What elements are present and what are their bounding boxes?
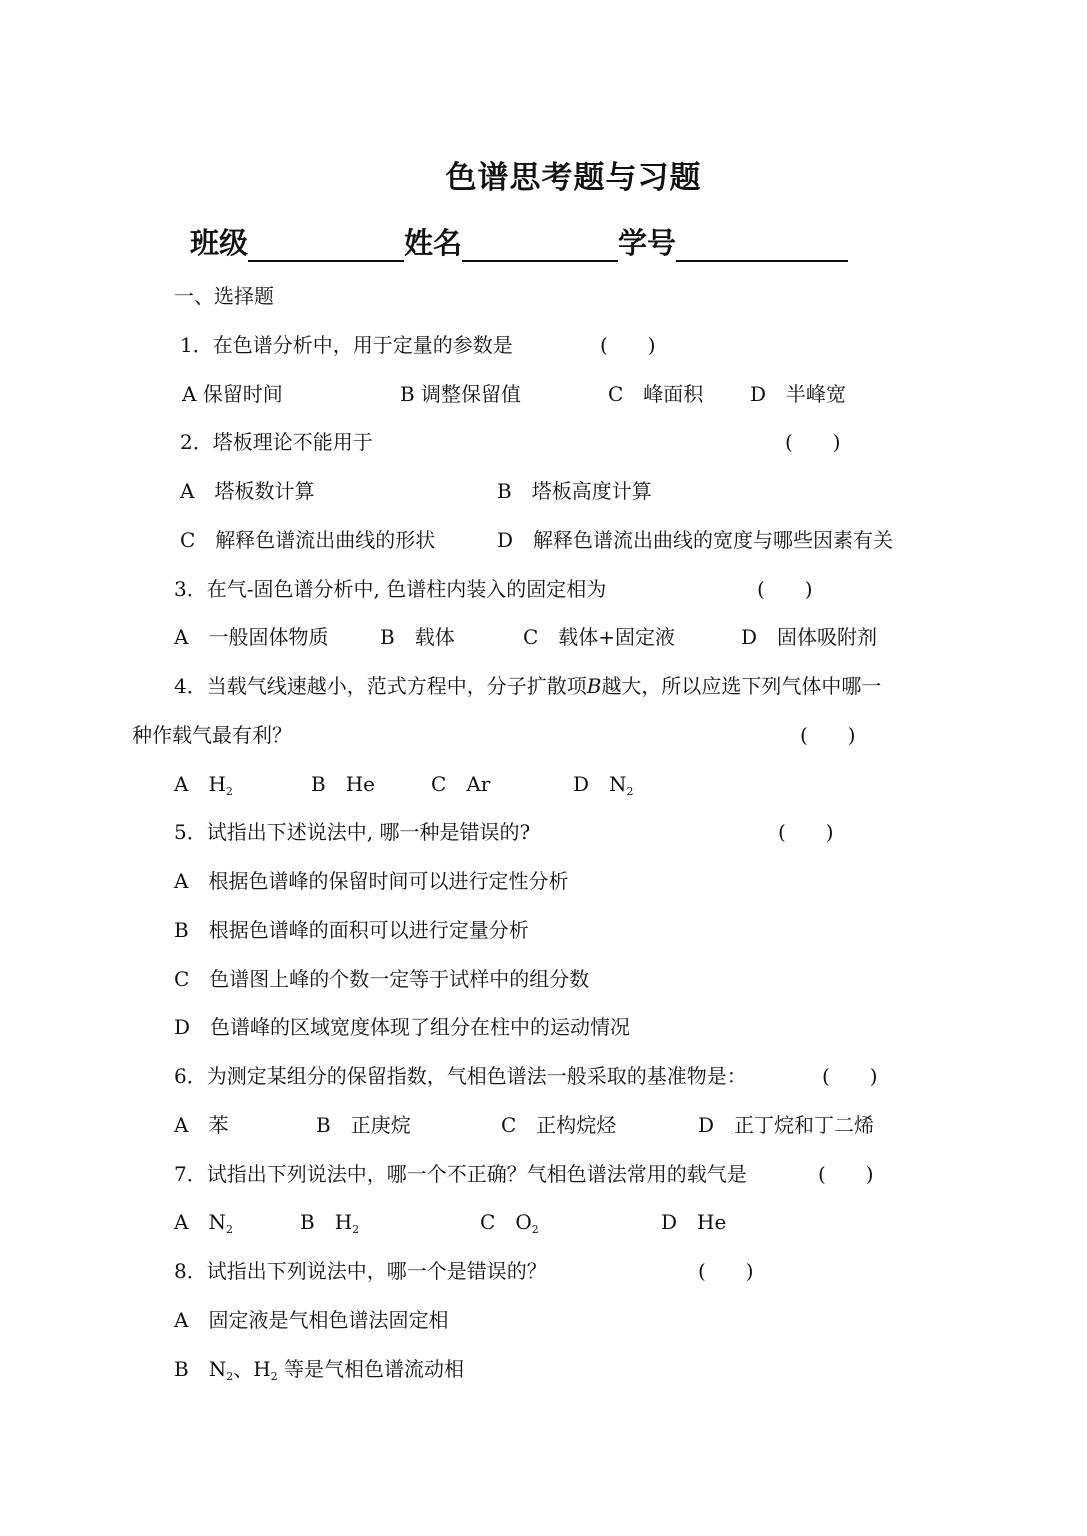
question-7-answer-paren: ( ) [818, 1162, 874, 1186]
q5-option-b: B 根据色谱峰的面积可以进行定量分析 [174, 918, 529, 942]
q5-option-a: A 根据色谱峰的保留时间可以进行定性分析 [174, 869, 569, 893]
student-info-line [190, 218, 848, 262]
q2-option-b: B 塔板高度计算 [497, 479, 652, 503]
q6-option-c: C 正构烷烃 [501, 1113, 617, 1137]
question-5-answer-paren: ( ) [778, 820, 834, 844]
q3-option-b: B 载体 [380, 625, 455, 649]
q2-option-c: C 解释色谱流出曲线的形状 [180, 528, 436, 552]
q8-option-a: A 固定液是气相色谱法固定相 [174, 1308, 449, 1332]
question-5-stem: 5．试指出下述说法中, 哪一种是错误的? [174, 820, 531, 844]
question-3-answer-paren: ( ) [757, 577, 813, 601]
question-2-stem: 2．塔板理论不能用于 [180, 430, 373, 454]
q7-option-c: C $O_2$ [480, 1210, 539, 1236]
q6-option-a: A 苯 [174, 1113, 229, 1137]
class-blank [248, 228, 404, 262]
question-1-stem: 1．在色谱分析中，用于定量的参数是 [180, 333, 513, 357]
q1-option-a: A 保留时间 [182, 382, 283, 406]
q1-option-c: C 峰面积 [608, 382, 704, 406]
question-6-answer-paren: ( ) [822, 1064, 878, 1088]
q4-option-c: C Ar [431, 772, 491, 796]
q8-option-b: B $N_2$、$H_2$ 等是气相色谱流动相 [174, 1357, 465, 1383]
q3-option-d: D 固体吸附剂 [741, 625, 878, 649]
section-heading: 一、选择题 [174, 284, 274, 308]
question-4-stem-continuation: 种作载气最有利？ [132, 723, 292, 747]
q4-option-d: D $N_2$ [573, 772, 634, 798]
question-4-stem: 4．当载气线速越小，范式方程中，分子扩散项B越大，所以应选下列气体中哪一 [174, 674, 882, 698]
q3-option-a: A 一般固体物质 [174, 625, 329, 649]
name-blank [462, 228, 618, 262]
question-3-stem: 3．在气-固色谱分析中, 色谱柱内装入的固定相为 [174, 577, 607, 601]
q7-option-b: B $H_2$ [300, 1210, 360, 1236]
question-1-answer-paren: ( ) [600, 333, 656, 357]
diffusion-term-b: B [586, 674, 602, 698]
id-label: 学号 [618, 226, 677, 260]
q2-option-a: A 塔板数计算 [180, 479, 315, 503]
q5-option-d: D 色谱峰的区域宽度体现了组分在柱中的运动情况 [174, 1015, 631, 1039]
question-2-answer-paren: ( ) [785, 430, 841, 454]
name-label: 姓名 [404, 226, 463, 260]
q4-option-b: B He [311, 772, 375, 796]
q6-option-d: D 正丁烷和丁二烯 [698, 1113, 875, 1137]
q7-option-d: D He [661, 1210, 727, 1234]
page-title: 色谱思考题与习题 [445, 160, 702, 196]
q1-option-b: B 调整保留值 [400, 382, 522, 406]
question-4-answer-paren: ( ) [800, 723, 856, 747]
q5-option-c: C 色谱图上峰的个数一定等于试样中的组分数 [174, 967, 590, 991]
question-8-answer-paren: ( ) [698, 1259, 754, 1283]
question-8-stem: 8．试指出下列说法中，哪一个是错误的？ [174, 1259, 547, 1283]
q3-option-c: C 载体+固定液 [523, 625, 676, 649]
q6-option-b: B 正庚烷 [316, 1113, 411, 1137]
q7-option-a: A $N_2$ [174, 1210, 233, 1236]
class-label: 班级 [190, 226, 249, 260]
question-7-stem: 7．试指出下列说法中，哪一个不正确？气相色谱法常用的载气是 [174, 1162, 747, 1186]
q2-option-d: D 解释色谱流出曲线的宽度与哪些因素有关 [497, 528, 894, 552]
q1-option-d: D 半峰宽 [750, 382, 847, 406]
id-blank [676, 228, 848, 262]
q4-option-a: A $H_2$ [174, 772, 233, 798]
question-6-stem: 6．为测定某组分的保留指数，气相色谱法一般采取的基准物是： [174, 1064, 747, 1088]
